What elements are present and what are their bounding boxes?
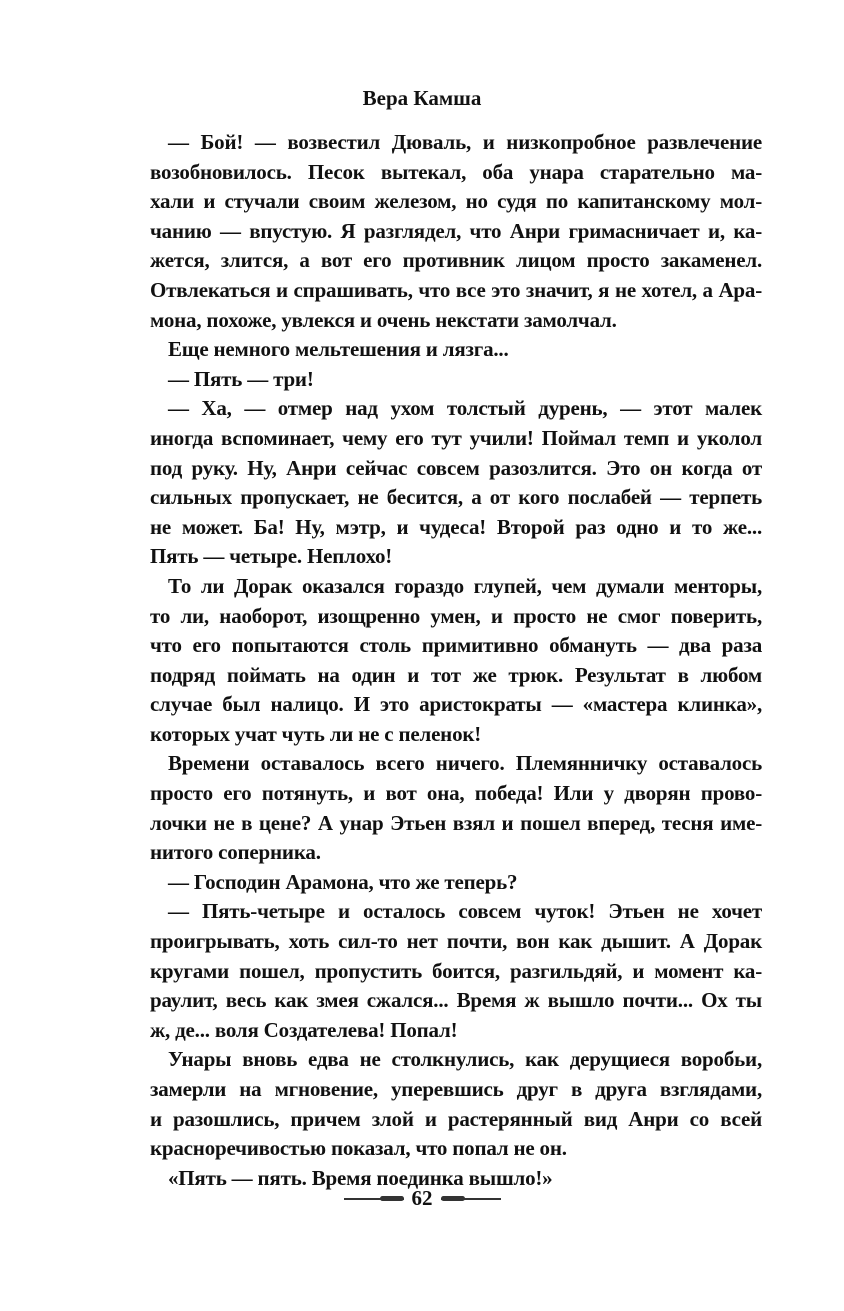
page-number: 62 — [411, 1186, 433, 1210]
text-line: мона, похоже, увлекся и очень некстати замолчал. — [150, 307, 617, 332]
text-line: под руку. Ну, Анри сейчас совсем разозлится. Это он когда от — [150, 455, 762, 480]
text-line: иногда вспоминает, чему его тут учили! Поймал темп и уколол — [150, 425, 762, 450]
text-line: возобновилось. Песок вытекал, оба унара старательно ма- — [150, 159, 762, 184]
text-line: случае был налицо. И это аристократы — «мастера клинка», — [150, 692, 762, 717]
text-line: жется, злится, а вот его противник лицом просто закаменел. — [150, 248, 762, 273]
text-line: То ли Дорак оказался гораздо глупей, чем думали менторы, — [168, 573, 762, 598]
text-line: «Пять — пять. Время поединка вышло!» — [168, 1165, 553, 1190]
text-line: что его попытаются столь примитивно обмануть — два раза — [150, 633, 762, 658]
ornament-rule-left — [344, 1198, 404, 1200]
text-line: Времени оставалось всего ничего. Племянничку оставалось — [168, 751, 762, 776]
text-line: замерли на мгновение, уперевшись друг в друга взглядами, — [150, 1077, 762, 1101]
text-line: Унары вновь едва не столкнулись, как дерущиеся воробьи, — [168, 1047, 762, 1072]
ornament-rule-right — [441, 1198, 501, 1200]
text-line: просто его потянуть, и вот она, победа! Или у дворян прово- — [150, 781, 762, 806]
text-line: не может. Ба! Ну, мэтр, и чудеса! Второй раз одно и то же... — [150, 514, 762, 539]
text-line: и разошлись, причем злой и растерянный вид Анри со всей — [150, 1106, 762, 1131]
text-line: кругами пошел, пропустить боится, разгильдяй, и момент ка- — [150, 958, 762, 983]
text-line: — Господин Арамона, что же теперь? — [168, 869, 518, 894]
text-line: раулит, весь как змея сжался... Время ж вышло почти... Ох ты — [150, 988, 762, 1013]
running-header-author: Вера Камша — [362, 86, 482, 110]
text-line: — Пять — три! — [168, 366, 314, 391]
text-line: — Бой! — возвестил Дюваль, и низкопробное развлечение — [168, 130, 762, 154]
text-line: то ли, наоборот, изощренно умен, и просто не смог поверить, — [150, 603, 762, 628]
text-line: сильных пропускает, не бесится, а от кого послабей — терпеть — [150, 485, 762, 510]
text-line: подряд поймать на один и тот же трюк. Результат в любом — [150, 662, 762, 687]
text-line: Отвлекаться и спрашивать, что все это значит, я не хотел, а Ара- — [150, 277, 762, 302]
text-line: нитого соперника. — [150, 840, 321, 865]
text-line: которых учат чуть ли не с пеленок! — [150, 721, 482, 746]
text-line: ж, де... воля Создателева! Попал! — [150, 1017, 458, 1042]
page-footer — [0, 1186, 844, 1211]
text-line: Пять — четыре. Неплохо! — [150, 544, 393, 569]
text-line: лочки не в цене? А унар Этьен взял и пошел вперед, тесня име- — [150, 810, 762, 835]
text-line: чанию — впустую. Я разглядел, что Анри гримасничает и, ка- — [150, 218, 762, 243]
text-line: — Пять-четыре и осталось совсем чуток! Этьен не хочет — [168, 899, 762, 924]
text-line: Еще немного мельтешения и лязга... — [168, 337, 509, 362]
text-line: — Ха, — отмер над ухом толстый дурень, — этот малек — [168, 396, 762, 421]
text-line: хали и стучали своим железом, но судя по капитанскому мол- — [150, 189, 762, 214]
text-line: красноречивостью показал, что попал не он. — [150, 1136, 567, 1161]
text-line: проигрывать, хоть сил-то нет почти, вон как дышит. А Дорак — [150, 929, 762, 954]
page-body-text — [150, 128, 762, 1193]
